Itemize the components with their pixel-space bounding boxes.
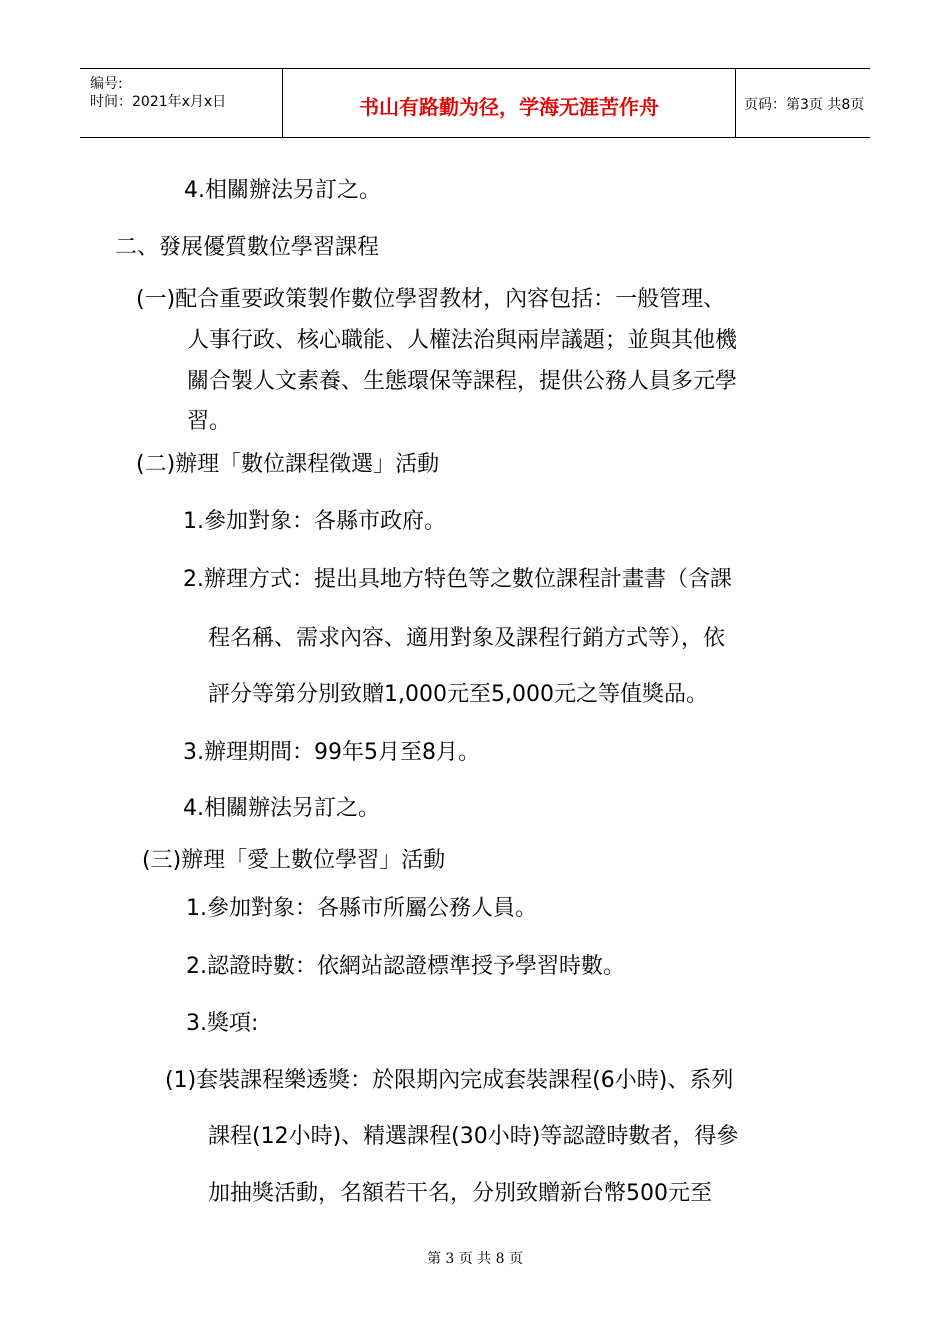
header-page-label: 页码：第3页 共8页 <box>744 97 865 113</box>
body-line: 關合製人文素養、生態環保等課程，提供公務人員多元學 <box>187 369 738 394</box>
header-date-label: 时间：2021年x月x日 <box>90 94 227 110</box>
subsection-heading: (三)辦理「愛上數位學習」活動 <box>142 848 446 873</box>
body-line: 4.相關辦法另訂之。 <box>183 796 380 821</box>
body-line: 評分等第分別致贈1,000元至5,000元之等值獎品。 <box>208 682 708 707</box>
page-footer: 第 3 页 共 8 页 <box>426 1251 524 1267</box>
body-line: 1.參加對象：各縣市所屬公務人員。 <box>186 896 537 921</box>
body-line: (1)套裝課程樂透獎：於限期內完成套裝課程(6小時)、系列 <box>165 1068 734 1093</box>
header-motto: 书山有路勤为径，学海无涯苦作舟 <box>359 95 659 119</box>
body-line: 2.辦理方式：提出具地方特色等之數位課程計畫書（含課 <box>183 567 732 592</box>
body-line: 人事行政、核心職能、人權法治與兩岸議題；並與其他機 <box>187 328 738 353</box>
body-line: 課程(12小時)、精選課程(30小時)等認證時數者，得參 <box>208 1124 739 1149</box>
body-line: 習。 <box>187 409 232 434</box>
body-line: 1.參加對象：各縣市政府。 <box>183 509 446 534</box>
header-info-cell <box>80 69 282 137</box>
body-line: 4.相關辦法另訂之。 <box>184 178 381 203</box>
body-line: 加抽獎活動，名額若干名，分別致贈新台幣500元至 <box>208 1181 712 1206</box>
body-line: 程名稱、需求內容、適用對象及課程行銷方式等），依 <box>208 626 726 651</box>
page-header <box>80 68 870 138</box>
subsection-heading: (二)辦理「數位課程徵選」活動 <box>136 452 440 477</box>
section-heading: 二、發展優質數位學習課程 <box>115 235 380 260</box>
header-motto-cell <box>282 69 736 137</box>
header-number-label: 编号: <box>90 76 123 92</box>
body-line: 3.獎項: <box>186 1011 259 1036</box>
header-page-cell <box>736 69 870 137</box>
body-line: (一)配合重要政策製作數位學習教材，內容包括：一般管理、 <box>136 287 726 312</box>
body-line: 3.辦理期間：99年5月至8月。 <box>183 740 480 765</box>
body-line: 2.認證時數：依網站認證標準授予學習時數。 <box>186 954 625 979</box>
